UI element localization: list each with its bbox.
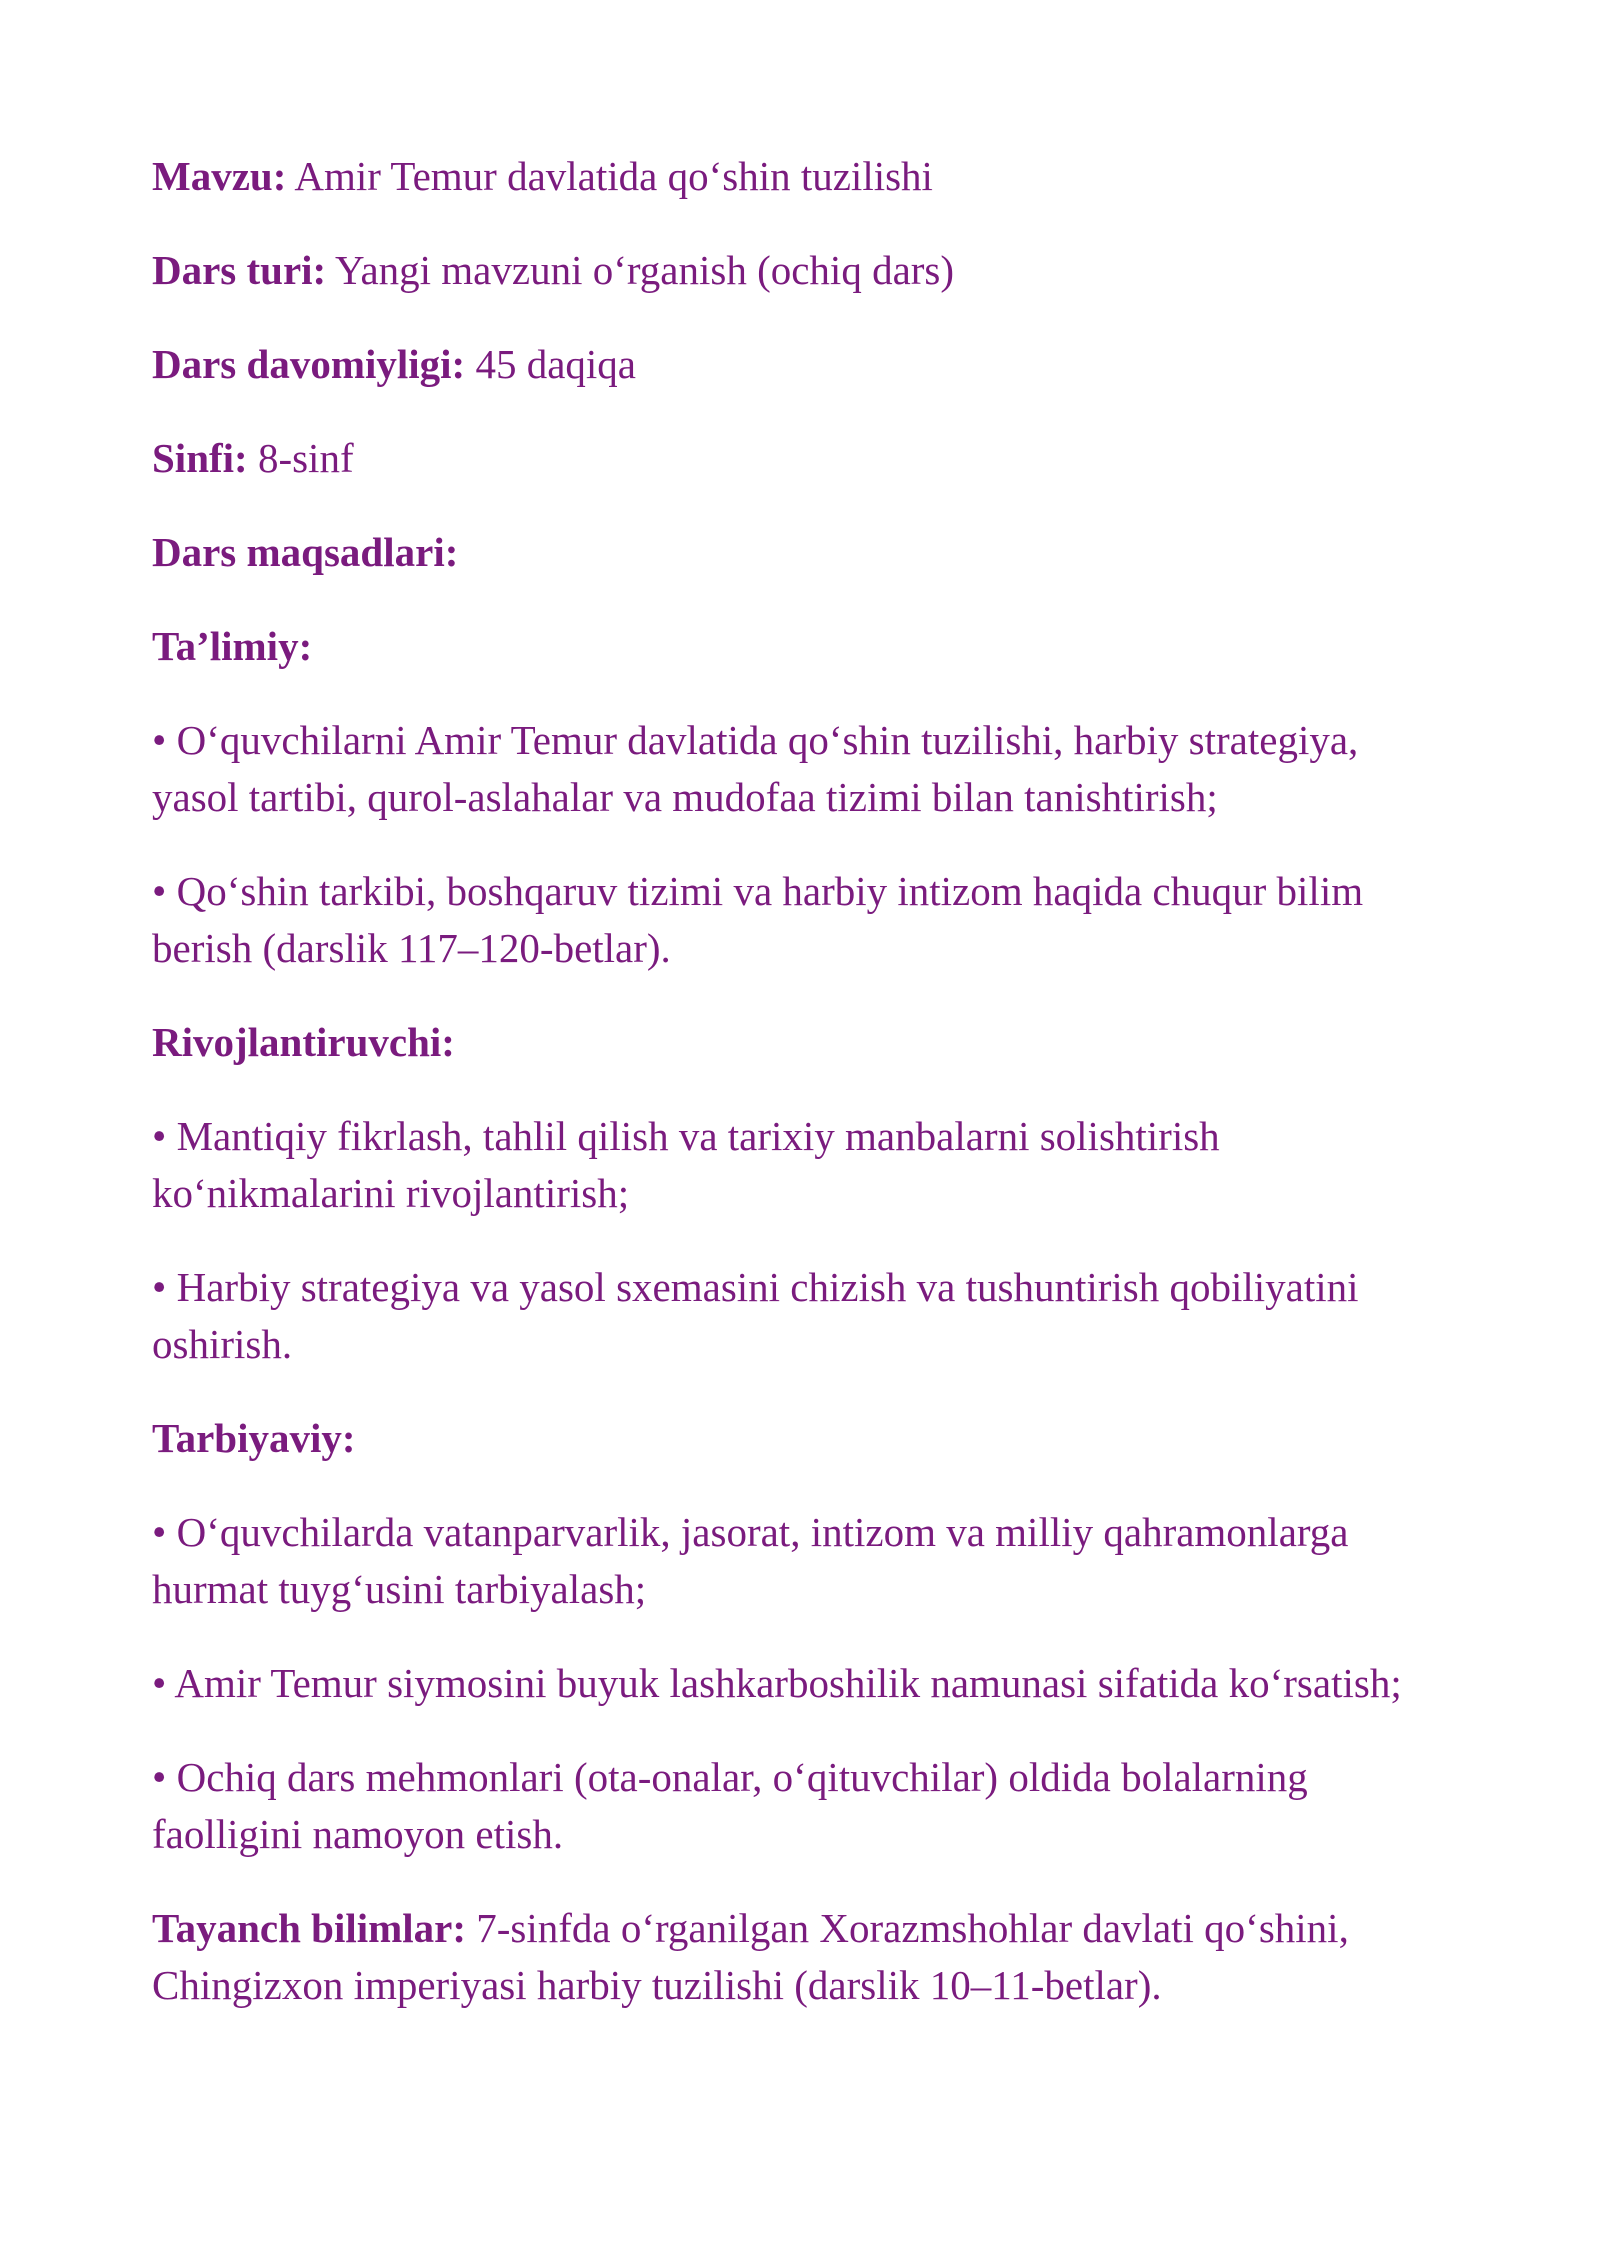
lesson-type-value: Yangi mavzuni o‘rganish (ochiq dars) <box>326 247 955 293</box>
goals-heading: Dars maqsadlari: <box>152 529 459 575</box>
lesson-type-line <box>152 242 1452 299</box>
topic-value: Amir Temur davlatida qo‘shin tuzilishi <box>286 153 933 199</box>
developmental-heading: Rivojlantiruvchi: <box>152 1019 455 1065</box>
document-page <box>152 148 1452 2051</box>
prior-knowledge-label: Tayanch bilimlar: <box>152 1905 467 1951</box>
duration-line <box>152 336 1452 393</box>
grade-value: 8-sinf <box>247 435 354 481</box>
educational-item: • O‘quvchilarni Amir Temur davlatida qo‘shin tuzilishi, harbiy strategiya, yasol tartibi, qurol-aslahalar va mudofaa tizimi bilan tanishtirish; <box>152 717 1359 820</box>
prior-knowledge-value: 7-sinfda o‘rganilgan Xorazmshohlar davlati qo‘shini, Chingizxon imperiyasi harbiy tuzilishi (darslik 10–11-betlar). <box>152 1905 1349 2008</box>
educational-item: • Qo‘shin tarkibi, boshqaruv tizimi va harbiy intizom haqida chuqur bilim berish (darslik 117–120-betlar). <box>152 868 1364 971</box>
upbringing-item: • Amir Temur siymosini buyuk lashkarboshilik namunasi sifatida ko‘rsatish; <box>152 1660 1402 1706</box>
topic-label: Mavzu: <box>152 153 287 199</box>
upbringing-heading: Tarbiyaviy: <box>152 1415 356 1461</box>
upbringing-item: • Ochiq dars mehmonlari (ota-onalar, o‘qituvchilar) oldida bolalarning faolligini namoyon etish. <box>152 1754 1308 1857</box>
duration-label: Dars davomiyligi: <box>152 341 466 387</box>
grade-label: Sinfi: <box>152 435 248 481</box>
grade-line <box>152 430 1452 487</box>
developmental-item: • Harbiy strategiya va yasol sxemasini chizish va tushuntirish qobiliyatini oshirish. <box>152 1264 1359 1367</box>
topic-line <box>152 148 1452 205</box>
educational-heading: Ta’limiy: <box>152 623 313 669</box>
lesson-type-label: Dars turi: <box>152 247 327 293</box>
upbringing-item: • O‘quvchilarda vatanparvarlik, jasorat, intizom va milliy qahramonlarga hurmat tuyg‘usini tarbiyalash; <box>152 1509 1349 1612</box>
duration-value: 45 daqiqa <box>465 341 636 387</box>
developmental-item: • Mantiqiy fikrlash, tahlil qilish va tarixiy manbalarni solishtirish ko‘nikmalarini rivojlantirish; <box>152 1113 1220 1216</box>
prior-knowledge-line <box>152 1900 1452 2014</box>
